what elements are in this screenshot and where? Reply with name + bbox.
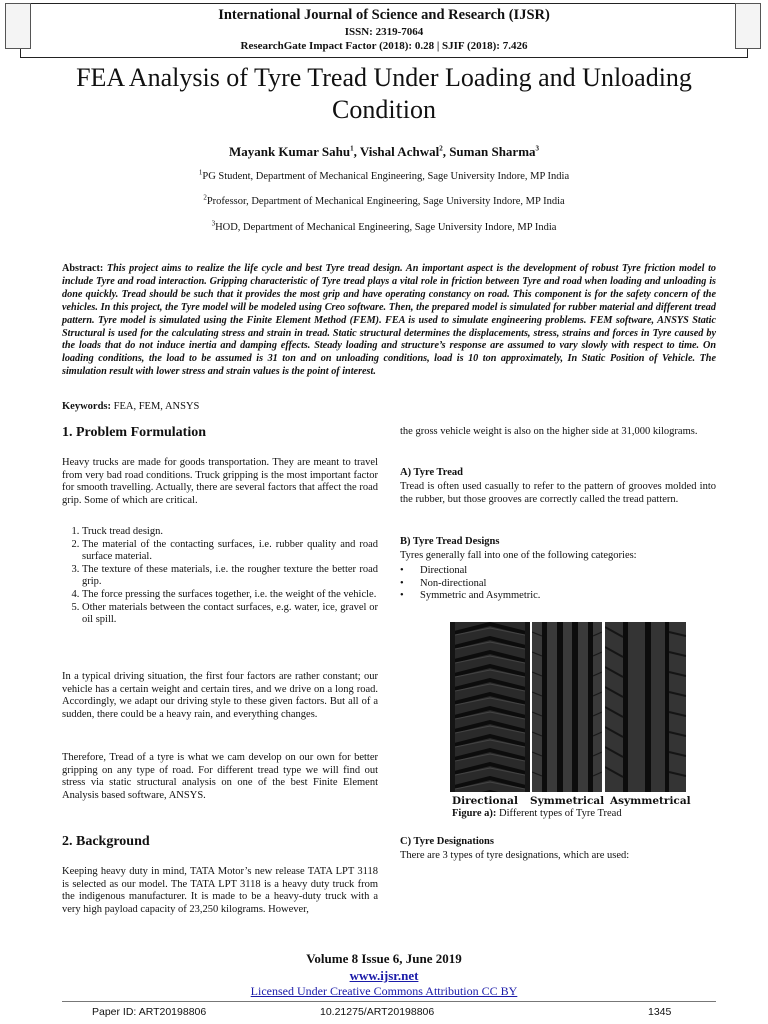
figure-label-symmetrical: Symmetrical xyxy=(530,795,605,807)
paragraph: Heavy trucks are made for goods transportation. They are meant to travel from very bad road conditions. Truck gripping is the most important factor for smooth travelling. Actually, there are several factors that affect the road grip. Some of which are critical. xyxy=(62,457,378,506)
doi: 10.21275/ART20198806 xyxy=(320,1006,435,1018)
author-sup: 2 xyxy=(439,144,443,153)
subsection-heading: B) Tyre Tread Designs xyxy=(400,536,500,547)
affiliation xyxy=(0,193,768,207)
author-sup: 3 xyxy=(535,144,540,153)
subsection-heading: A) Tyre Tread xyxy=(400,467,463,478)
paragraph: In a typical driving situation, the first four factors are rather constant; our vehicle has a certain weight and certain tires, and we drive on a long road. Accordingly, we adapt our driving style to these given factors. But all of a sudden, there could be a heavy rain, and everything changes. xyxy=(62,671,378,720)
abstract xyxy=(62,263,716,379)
symmetrical-tread-image xyxy=(532,622,602,792)
figure-caption xyxy=(452,808,692,819)
affiliation-sup: 3 xyxy=(211,219,216,228)
paper-id: Paper ID: ART20198806 xyxy=(92,1006,207,1018)
author-name: Suman Sharma xyxy=(449,144,536,159)
journal-impact: ResearchGate Impact Factor (2018): 0.28 | SJIF (2018): 7.426 xyxy=(240,40,528,52)
keywords xyxy=(62,401,199,412)
section-heading: 1. Problem Formulation xyxy=(62,425,207,440)
affiliation-text: Professor, Department of Mechanical Engineering, Sage University Indore, MP India xyxy=(206,196,565,207)
author-sup: 1 xyxy=(350,144,354,153)
paragraph: There are 3 types of tyre designations, which are used: xyxy=(400,850,630,861)
author-name: Mayank Kumar Sahu xyxy=(228,144,351,159)
figure-label-asymmetrical: Asymmetrical xyxy=(610,795,691,807)
list-item: 5. Other materials between the contact surfaces, e.g. water, ice, gravel or oil spill. xyxy=(82,602,378,627)
list-item: 2. The material of the contacting surfaces, i.e. rubber quality and road surface material. xyxy=(82,539,378,564)
figure-caption-text: Different types of Tyre Tread xyxy=(496,808,622,819)
volume-info: Volume 8 Issue 6, June 2019 xyxy=(306,951,462,966)
paragraph: Tread is often used casually to refer to the pattern of grooves molded into the rubber, but those grooves are correctly called the tread pattern. xyxy=(400,481,716,505)
affiliation-text: HOD, Department of Mechanical Engineering, Sage University Indore, MP India xyxy=(215,222,557,233)
author-list: Mayank Kumar Sahu$^1$, Vishal Achwal$^2$, Suman Sharma$^3$ xyxy=(228,144,540,159)
factor-list xyxy=(62,526,378,627)
abstract-text: This project aims to realize the life cycle and best Tyre tread design. An important aspect is the development of robust Tyre friction model to include Tyre and road interaction. Gripping characteristic of Tyre tread plays a vital role in friction between Tyre and road when loading and unloading is done quickly. Tread should be such that it provides the most grip and have operating constancy on road. This component is for the safety concern of the vehicles. In this project, the Tyre model will be modeled using Creo software. Then, the prepared model is simulated for rubber material and different tread pattern. Tyre model is simulated using the Finite Element Method (FEM). FEA is used to simulate engineering problems. FEM software, ANSYS Static Structural is used for the calculating stress and strain in tread. Static structural determines the displacements, stress, strains and forces in Tyre caused by the loads that do not induce inertia and damping effects. Steady loading and structure’s response are assumed to vary slowly with respect to time. On loading conditions, the load to be assumed is 31 ton and on unloading conditions, load is 10 ton approximately, In Static Position of Vehicle. The simulation result with lower stress and strain values is the point of interest. xyxy=(62,263,717,378)
paragraph: the gross vehicle weight is also on the higher side at 31,000 kilograms. xyxy=(400,426,698,437)
paragraph: Tyres generally fall into one of the following categories: xyxy=(400,550,637,561)
journal-name: International Journal of Science and Research (IJSR) xyxy=(218,7,550,23)
page-number: 1345 xyxy=(648,1006,672,1018)
list-item: • Symmetric and Asymmetric. xyxy=(420,590,716,603)
figure-caption-label: Figure a): xyxy=(452,808,497,819)
journal-issn: ISSN: 2319-7064 xyxy=(344,26,424,38)
author-name: Vishal Achwal xyxy=(359,144,440,159)
directional-tread-image xyxy=(450,622,530,792)
list-item: 1. Truck tread design. xyxy=(82,526,378,539)
list-item: 4. The force pressing the surfaces together, i.e. the weight of the vehicle. xyxy=(82,589,378,602)
keywords-label: Keywords: xyxy=(62,401,111,412)
list-item: • Non-directional xyxy=(420,578,716,591)
footer-divider xyxy=(62,1001,716,1002)
paragraph: Keeping heavy duty in mind, TATA Motor’s new release TATA LPT 3118 is selected as our model. The TATA LPT 3118 is a heavy duty truck from the indigenous manufacturer. It is made to be a heavy-duty truck with a very high payload capacity of 23,250 kilograms. However, xyxy=(62,866,378,915)
tread-category-list xyxy=(400,565,716,603)
affiliation-text: PG Student, Department of Mechanical Engineering, Sage University Indore, MP India xyxy=(202,171,570,182)
keywords-text: FEA, FEM, ANSYS xyxy=(113,401,200,412)
affiliation xyxy=(0,168,768,182)
section-heading: 2. Background xyxy=(62,834,150,849)
paper-title: FEA Analysis of Tyre Tread Under Loading and Unloading Condition xyxy=(76,63,692,124)
license-link[interactable]: Licensed Under Creative Commons Attribution CC BY xyxy=(250,984,518,998)
abstract-label: Abstract: xyxy=(62,263,104,274)
affiliation-sup: 1 xyxy=(198,168,203,177)
figure-label-directional: Directional xyxy=(452,795,518,807)
journal-url-link[interactable]: www.ijsr.net xyxy=(349,968,419,983)
list-item: • Directional xyxy=(420,565,716,578)
affiliation-sup: 2 xyxy=(203,193,207,202)
asymmetrical-tread-image xyxy=(605,622,686,792)
list-item: 3. The texture of these materials, i.e. the rougher texture the better road grip. xyxy=(82,564,378,589)
subsection-heading: C) Tyre Designations xyxy=(400,836,494,847)
affiliation xyxy=(0,219,768,233)
tyre-tread-figure xyxy=(450,622,686,792)
paragraph: Therefore, Tread of a tyre is what we cam develop on our own for better gripping on any type of road. For different tread type we will find out stress via static structural analysis on one of the best Finite Element Analysis based software, ANSYS. xyxy=(62,752,378,801)
